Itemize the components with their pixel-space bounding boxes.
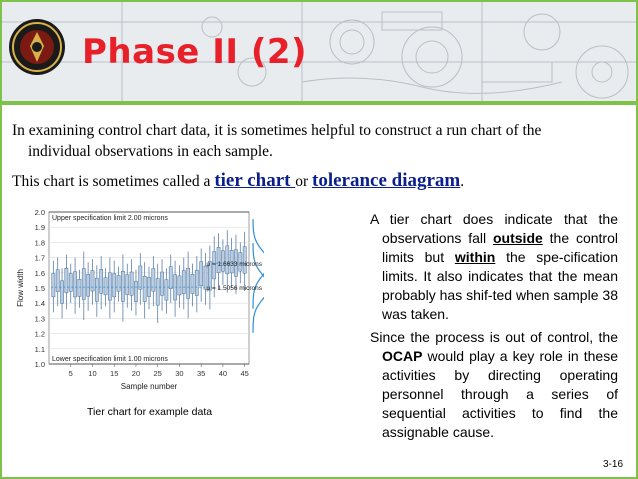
- sample-box-26: [160, 272, 163, 295]
- x-tick-label: 5: [68, 369, 73, 378]
- y-tick-label: 1.1: [34, 344, 45, 354]
- p1-text-b: the control limits but: [382, 230, 618, 265]
- p2-text-a: Since the process is out of control, the: [370, 329, 618, 345]
- sample-box-3: [60, 281, 63, 304]
- sample-box-6: [73, 272, 76, 297]
- sample-box-20: [134, 281, 137, 302]
- university-logo: [8, 16, 66, 78]
- sample-box-22: [143, 276, 146, 301]
- sample-box-32: [187, 268, 190, 298]
- sample-box-17: [121, 271, 124, 301]
- page-number: 3-16: [603, 459, 624, 470]
- y-tick-label: 2.0: [34, 208, 45, 217]
- sample-box-30: [178, 276, 181, 295]
- explanation-paragraph-2: [370, 328, 618, 442]
- definition-mid: or: [295, 173, 312, 190]
- p1-text-c: the spe-cification limits. It also indicates that the mean probably has shif-ted when sample 38 was taken.: [382, 249, 618, 322]
- sample-box-41: [226, 246, 229, 274]
- mean-before-label: μ = 1.5056 microns: [206, 285, 262, 293]
- x-tick-label: 30: [175, 369, 184, 378]
- lower-spec-label: Lower specification limit 1.00 microns: [52, 356, 168, 363]
- explanation-text: [370, 210, 618, 446]
- sample-box-31: [182, 271, 185, 294]
- y-tick-label: 1.6: [34, 268, 45, 278]
- keyword-ocap: OCAP: [382, 348, 423, 364]
- sample-box-27: [165, 280, 168, 301]
- sample-box-13: [104, 278, 107, 295]
- definition-pre: This chart is sometimes called a: [12, 173, 215, 190]
- sample-box-9: [87, 274, 90, 296]
- upper-spec-label: Upper specification limit 2.00 microns: [52, 215, 168, 222]
- sample-box-21: [139, 266, 142, 289]
- sample-box-35: [200, 262, 203, 286]
- keyword-within: within: [454, 249, 496, 265]
- sample-box-18: [126, 275, 129, 295]
- sample-box-34: [195, 270, 198, 295]
- sample-box-7: [78, 279, 81, 296]
- y-tick-label: 1.9: [34, 223, 45, 233]
- sample-box-45: [243, 247, 246, 274]
- x-tick-label: 20: [131, 369, 141, 378]
- keyword-outside: outside: [493, 230, 543, 246]
- explanation-paragraph-1: [370, 210, 618, 324]
- sample-box-15: [113, 274, 116, 297]
- sample-box-2: [56, 270, 59, 292]
- y-tick-label: 1.2: [34, 329, 45, 339]
- definition-end: .: [460, 173, 465, 190]
- x-tick-label: 45: [240, 369, 249, 378]
- header-banner: [2, 2, 636, 101]
- tier-chart: [14, 202, 264, 396]
- y-tick-label: 1.0: [34, 360, 45, 369]
- header-divider: [2, 101, 636, 105]
- y-tick-label: 1.5: [34, 284, 45, 293]
- y-tick-label: 1.8: [34, 238, 45, 248]
- sample-box-19: [130, 272, 133, 295]
- slide-title: Phase II (2): [82, 32, 308, 72]
- sample-box-11: [95, 278, 98, 301]
- y-tick-label: 1.7: [34, 253, 45, 263]
- x-tick-label: 25: [153, 369, 162, 378]
- term-tier-chart: tier chart: [214, 170, 296, 191]
- sample-box-10: [91, 271, 94, 292]
- mean-after-label: μ = 1.6633 microns: [206, 261, 262, 269]
- y-tick-label: 1.3: [34, 314, 45, 324]
- intro-line-2: individual observations in each sample.: [28, 143, 273, 160]
- sample-box-14: [108, 273, 111, 300]
- x-tick-label: 40: [218, 369, 228, 378]
- sample-box-25: [156, 279, 159, 306]
- p2-text-b: would play a key role in these activities by directing operating personnel through a series of sequential activities to find the assignable cause.: [382, 348, 618, 440]
- sample-box-39: [217, 247, 220, 272]
- sample-box-24: [152, 269, 155, 292]
- chart-caption: Tier chart for example data: [87, 406, 213, 418]
- sample-box-1: [52, 274, 55, 297]
- intro-paragraph: [12, 120, 627, 162]
- definition-paragraph: [12, 170, 464, 192]
- sample-box-4: [65, 268, 68, 293]
- sample-box-28: [169, 267, 172, 289]
- y-tick-label: 1.4: [34, 299, 45, 309]
- sample-box-8: [82, 269, 85, 300]
- x-axis-label: Sample number: [120, 382, 178, 391]
- x-tick-label: 10: [88, 369, 97, 378]
- p1-text-a: A tier chart does indicate that the observations fall: [370, 211, 618, 246]
- sample-box-5: [69, 274, 72, 292]
- y-axis-label: Flow width: [16, 269, 25, 307]
- sample-box-12: [100, 269, 103, 293]
- x-tick-label: 15: [110, 369, 119, 378]
- sample-box-33: [191, 274, 194, 293]
- term-tolerance-diagram: tolerance diagram: [312, 170, 461, 191]
- intro-line-1: In examining control chart data, it is sometimes helpful to construct a run chart of the: [12, 122, 542, 139]
- x-tick-label: 35: [197, 369, 206, 378]
- sample-box-16: [117, 275, 120, 291]
